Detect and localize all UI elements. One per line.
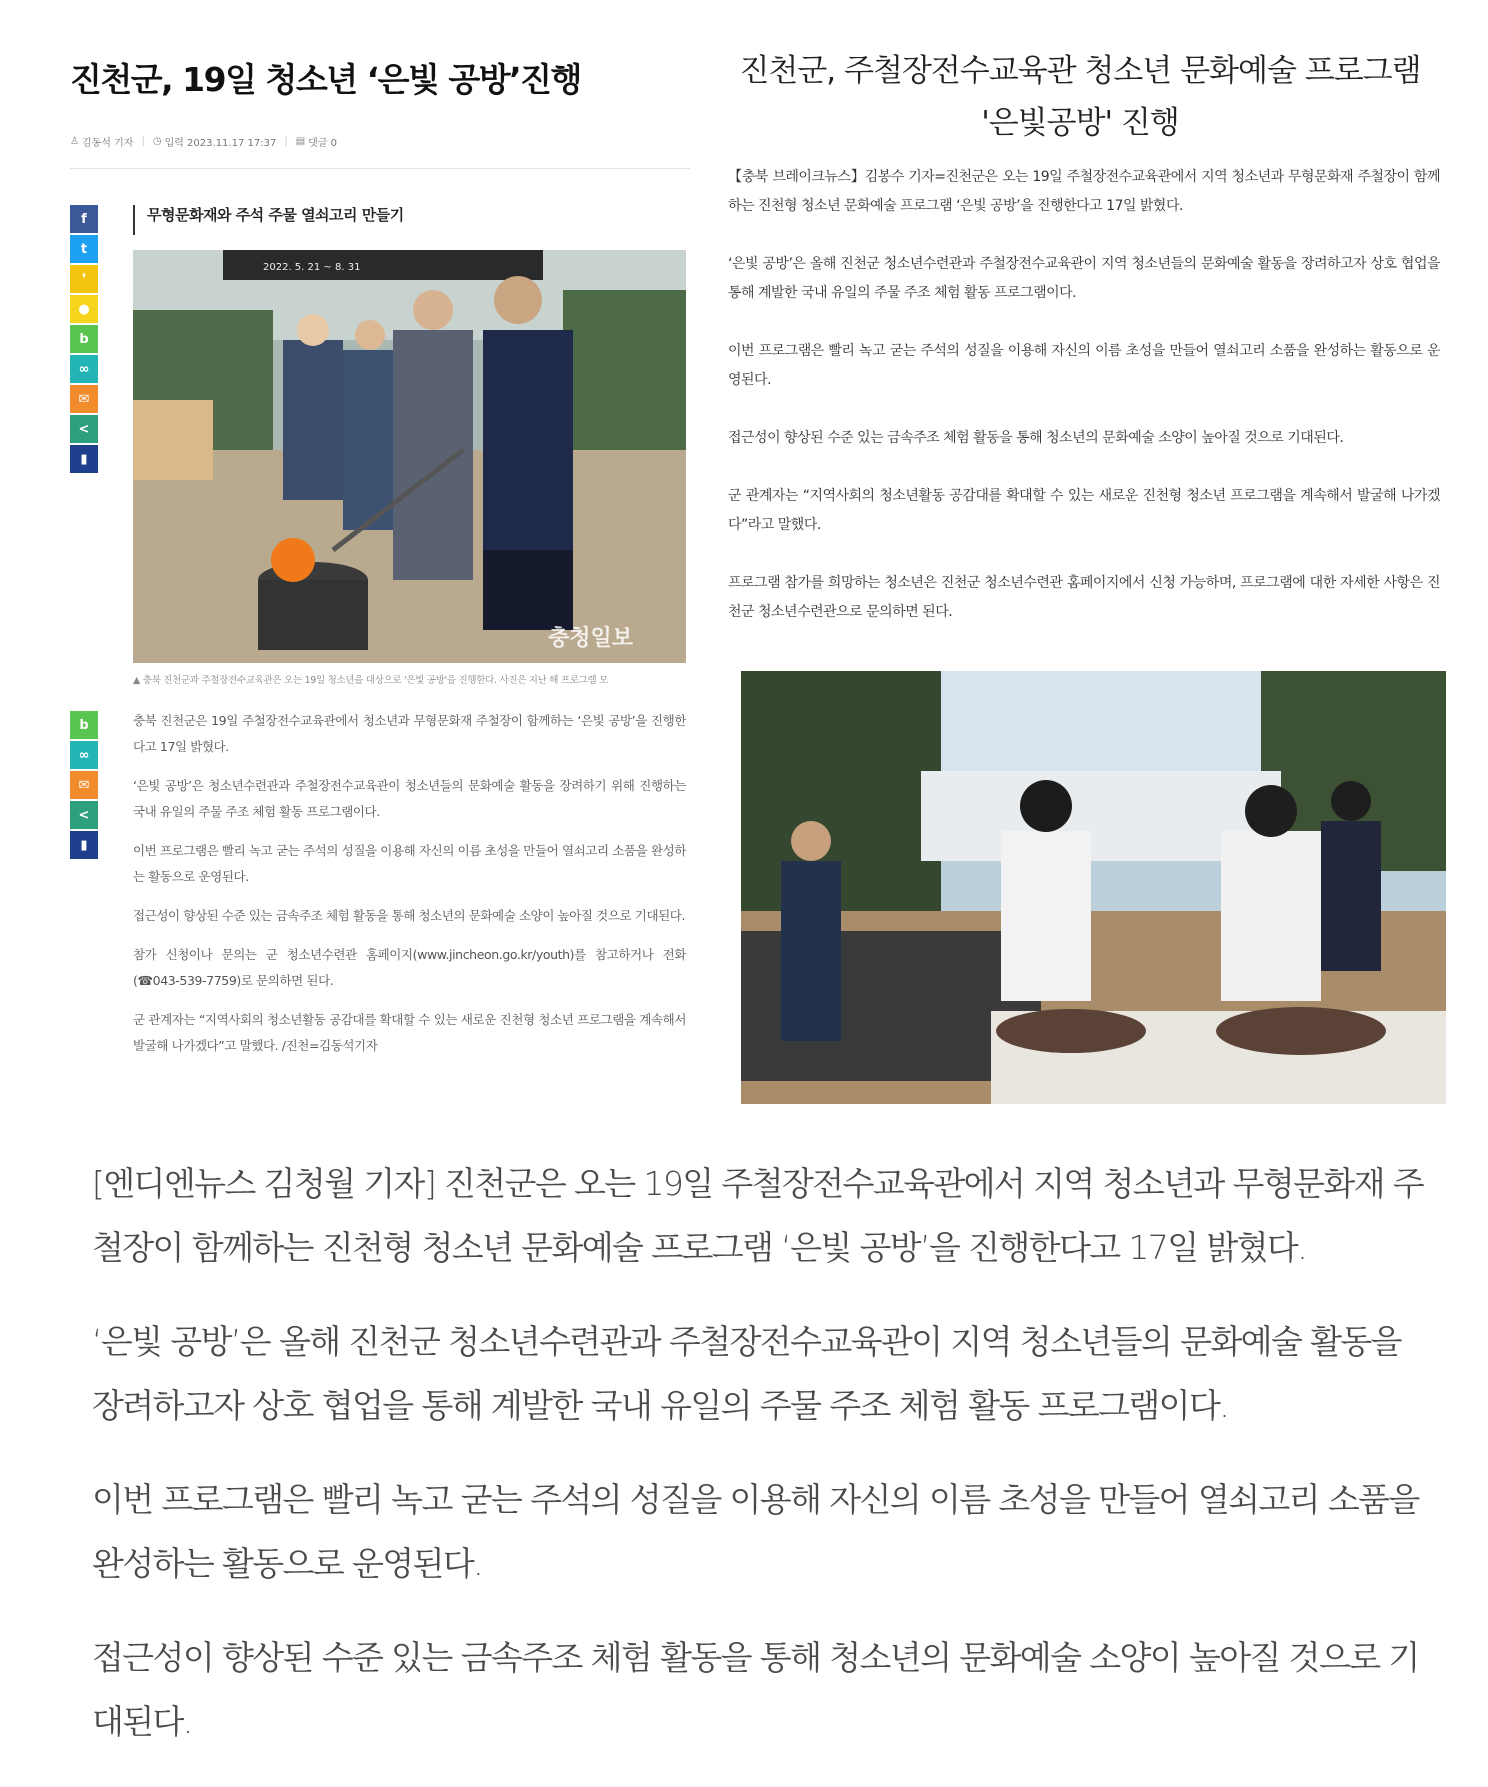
bookmark-icon[interactable]: ▮ xyxy=(70,445,98,473)
kakaotalk-icon[interactable]: ● xyxy=(70,295,98,323)
band-icon[interactable]: b xyxy=(70,325,98,353)
comment-count[interactable]: 댓글 0 xyxy=(308,137,338,149)
left-article xyxy=(70,55,690,1095)
share-icon[interactable]: < xyxy=(70,801,98,829)
email-icon[interactable]: ✉ xyxy=(70,771,98,799)
share-bar-bottom xyxy=(70,711,98,861)
link-icon[interactable]: ∞ xyxy=(70,741,98,769)
link-icon[interactable]: ∞ xyxy=(70,355,98,383)
person-icon: ♙ xyxy=(70,135,79,147)
title-line-2: '은빛공방' 진행 xyxy=(981,105,1179,141)
body-paragraph: ‘은빛 공방’은 올해 진천군 청소년수련관과 주철장전수교육관이 지역 청소년들의 문화예술 활동을 장려하고자 상호 협업을 통해 계발한 국내 유일의 주물 주조 체험 활동 프로그램이다. xyxy=(728,256,1440,301)
right-article-body xyxy=(728,163,1440,656)
title-line-1: 진천군, 주철장전수교육관 청소년 문화예술 프로그램 xyxy=(739,53,1421,89)
meta-separator: | xyxy=(141,135,145,147)
body-paragraph: 접근성이 향상된 수준 있는 금속주조 체험 활동을 통해 청소년의 문화예술 소양이 높아질 것으로 기대된다. xyxy=(728,430,1344,446)
body-paragraph: 【충북 브레이크뉴스】김봉수 기자=진천군은 오는 19일 주철장전수교육관에서 지역 청소년과 무형문화재 주철장이 함께하는 진천형 청소년 문화예술 프로그램 ‘은빛 공방’을 진행한다고 17일 밝혔다. xyxy=(728,169,1440,214)
body-paragraph: 이번 프로그램은 빨리 녹고 굳는 주석의 성질을 이용해 자신의 이름 초성을 만들어 열쇠고리 소품을 완성하는 활동으로 운영된다. xyxy=(728,343,1440,388)
body-paragraph: 이번 프로그램은 빨리 녹고 굳는 주석의 성질을 이용해 자신의 이름 초성을 만들어 열쇠고리 소품을 완성하는 활동으로 운영된다. xyxy=(92,1480,1419,1583)
body-paragraph: [엔디엔뉴스 김청월 기자] 진천군은 오는 19일 주철장전수교육관에서 지역 청소년과 무형문화재 주철장이 함께하는 진천형 청소년 문화예술 프로그램 ‘은빛 공방’을 진행한다고 17일 밝혔다. xyxy=(92,1164,1424,1267)
banner-text: 2022. 5. 21 ~ 8. 31 xyxy=(263,262,361,273)
header-divider xyxy=(70,168,690,169)
meta-separator: | xyxy=(284,135,288,147)
body-paragraph: 접근성이 향상된 수준 있는 금속주조 체험 활동을 통해 청소년의 문화예술 소양이 높아질 것으로 기대된다. xyxy=(92,1638,1419,1741)
body-paragraph: 충북 진천군은 19일 주철장전수교육관에서 청소년과 무형문화재 주철장이 함께하는 ‘은빛 공방’을 진행한다고 17일 밝혔다. xyxy=(133,713,686,754)
article-subtitle: 무형문화재와 주석 주물 열쇠고리 만들기 xyxy=(133,205,404,235)
body-paragraph: ‘은빛 공방’은 올해 진천군 청소년수련관과 주철장전수교육관이 지역 청소년들의 문화예술 활동을 장려하고자 상호 협업을 통해 계발한 국내 유일의 주물 주조 체험 활동 프로그램이다. xyxy=(92,1322,1401,1425)
band-icon[interactable]: b xyxy=(70,711,98,739)
author-name[interactable]: 김동석 기자 xyxy=(81,137,134,149)
body-paragraph: 이번 프로그램은 빨리 녹고 굳는 주석의 성질을 이용해 자신의 이름 초성을 만들어 열쇠고리 소품을 완성하는 활동으로 운영된다. xyxy=(133,843,686,884)
body-paragraph: 참가 신청이나 문의는 군 청소년수련관 홈페이지(www.jincheon.go.kr/youth)를 참고하거나 전화(☎043-539-7759)로 문의하면 된다. xyxy=(133,947,686,988)
article-meta xyxy=(70,133,690,149)
publish-date: 입력 2023.11.17 17:37 xyxy=(164,137,277,149)
left-article-title: 진천군, 19일 청소년 ‘은빛 공방’진행 xyxy=(70,60,581,99)
photo-watermark: 충청일보 xyxy=(548,626,634,651)
left-article-body xyxy=(133,708,686,1072)
article-photo-students[interactable] xyxy=(741,671,1446,1104)
facebook-icon[interactable]: f xyxy=(70,205,98,233)
body-paragraph: 군 관계자는 “지역사회의 청소년활동 공감대를 확대할 수 있는 새로운 진천형 청소년 프로그램을 계속해서 발굴해 나가겠다”라고 말했다. xyxy=(728,488,1440,533)
bookmark-icon[interactable]: ▮ xyxy=(70,831,98,859)
article-photo-casting[interactable] xyxy=(133,250,686,663)
share-icon[interactable]: < xyxy=(70,415,98,443)
comment-icon: ▤ xyxy=(295,135,306,147)
body-paragraph: 군 관계자는 “지역사회의 청소년활동 공감대를 확대할 수 있는 새로운 진천형 청소년 프로그램을 계속해서 발굴해 나가겠다”고 말했다. /진천=김동석기자 xyxy=(133,1012,686,1053)
casting-workshop-image xyxy=(133,250,686,663)
body-paragraph: 접근성이 향상된 수준 있는 금속주조 체험 활동을 통해 청소년의 문화예술 소양이 높아질 것으로 기대된다. xyxy=(133,908,686,923)
twitter-icon[interactable]: t xyxy=(70,235,98,263)
body-paragraph: 프로그램 참가를 희망하는 청소년은 진천군 청소년수련관 홈페이지에서 신청 가능하며, 프로그램에 대한 자세한 사항은 진천군 청소년수련관으로 문의하면 된다. xyxy=(728,575,1440,620)
email-icon[interactable]: ✉ xyxy=(70,385,98,413)
photo-caption: ▲ 충북 진천군과 주철장전수교육관은 오는 19일 청소년을 대상으로 '은빛 공방'을 진행한다. 사진은 지난 해 프로그램 모 xyxy=(133,675,608,686)
body-paragraph: ‘은빛 공방’은 청소년수련관과 주철장전수교육관이 청소년들의 문화예술 활동을 장려하기 위해 진행하는 국내 유일의 주물 주조 체험 활동 프로그램이다. xyxy=(133,778,686,819)
share-bar-top xyxy=(70,205,98,475)
bottom-article-body xyxy=(92,1152,1437,1784)
kakaostory-icon[interactable]: ❜ xyxy=(70,265,98,293)
right-article-title xyxy=(720,45,1440,149)
students-casting-image xyxy=(741,671,1446,1104)
clock-icon: ◷ xyxy=(152,135,162,147)
